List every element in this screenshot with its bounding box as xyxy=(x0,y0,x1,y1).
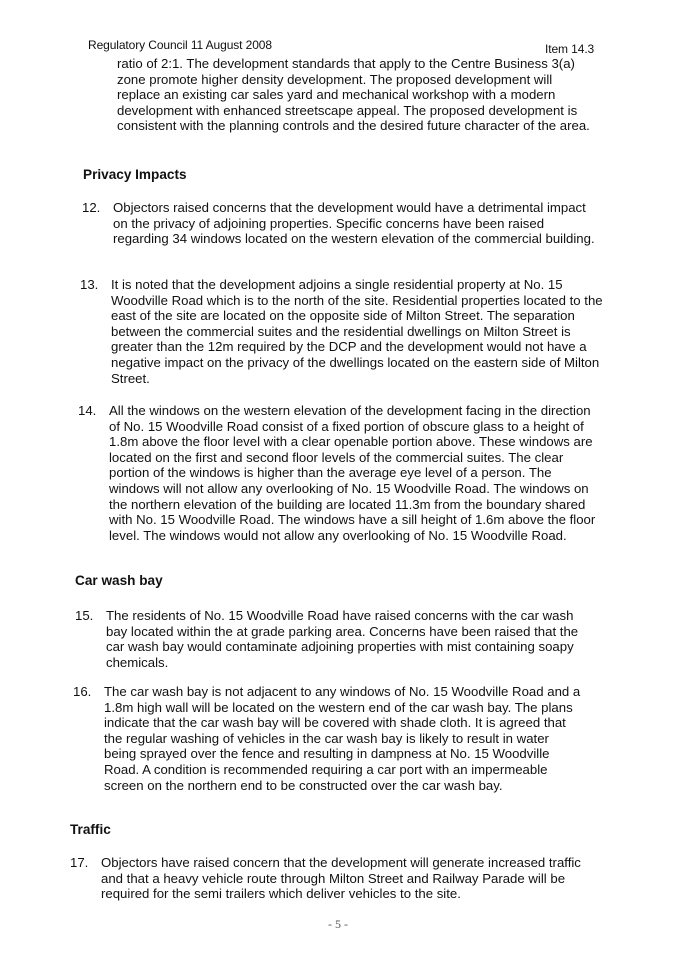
paragraph-number: 15. xyxy=(75,608,94,623)
paragraph-number: 16. xyxy=(73,684,92,699)
continuation-paragraph: ratio of 2:1. The development standards that apply to the Centre Business 3(a) zone promote higher density development. The proposed development will replace an existing car sales yard and mechanical workshop with a modern development with enhanced streetscape appeal. The proposed development is consistent with the planning controls and the desired future character of the area. xyxy=(117,56,590,134)
paragraph-text: All the windows on the western elevation of the development facing in the direction of No. 15 Woodville Road consist of a fixed portion of obscure glass to a height of 1.8m above the floor level with a clear openable portion above. These windows are located on the first and second floor levels of the commercial suites. The clear portion of the windows is higher than the average eye level of a person. The windows will not allow any overlooking of No. 15 Woodville Road. The windows on the northern elevation of the building are located 11.3m from the boundary shared with No. 15 Woodville Road. The windows have a sill height of 1.6m above the floor level. The windows would not allow any overlooking of No. 15 Woodville Road. xyxy=(109,403,596,543)
paragraph-number: 14. xyxy=(78,403,97,418)
paragraph-text: The residents of No. 15 Woodville Road have raised concerns with the car wash bay located within the at grade parking area. Concerns have been raised that the car wash bay would contaminate adjoining properties with mist containing soapy chemicals. xyxy=(106,608,579,670)
header-item-number: Item 14.3 xyxy=(545,42,595,56)
paragraph-number: 13. xyxy=(80,277,99,292)
section-heading-car-wash: Car wash bay xyxy=(75,573,163,588)
paragraph-text: It is noted that the development adjoins a single residential property at No. 15 Woodville Road which is to the north of the site. Residential properties located to the east of the site are located on the opposite side of Milton Street. The separation between the commercial suites and the residential dwellings on Milton Street is greater than the 12m required by the DCP and the development would not have a negative impact on the privacy of the dwellings located on the eastern side of Milton Street. xyxy=(111,277,603,386)
section-heading-privacy: Privacy Impacts xyxy=(83,167,187,182)
paragraph-number: 12. xyxy=(82,200,101,215)
section-heading-traffic: Traffic xyxy=(70,822,111,837)
paragraph-number: 17. xyxy=(70,855,89,870)
paragraph-text: Objectors raised concerns that the development would have a detrimental impact on the privacy of adjoining properties. Specific concerns have been raised regarding 34 windows located on the western elevation of the commercial building. xyxy=(113,200,595,247)
paragraph-text: The car wash bay is not adjacent to any windows of No. 15 Woodville Road and a 1.8m high wall will be located on the western end of the car wash bay. The plans indicate that the car wash bay will be covered with shade cloth. It is agreed that the regular washing of vehicles in the car wash bay is likely to result in water being sprayed over the fence and resulting in dampness at No. 15 Woodville Road. A condition is recommended requiring a car port with an impermeable screen on the northern end to be constructed over the car wash bay. xyxy=(104,684,581,793)
header-meeting: Regulatory Council 11 August 2008 xyxy=(88,38,272,52)
paragraph-text: Objectors have raised concern that the development will generate increased traffic and that a heavy vehicle route through Milton Street and Railway Parade will be required for the semi trailers which deliver vehicles to the site. xyxy=(101,855,581,902)
page-number: - 5 - xyxy=(328,917,348,931)
